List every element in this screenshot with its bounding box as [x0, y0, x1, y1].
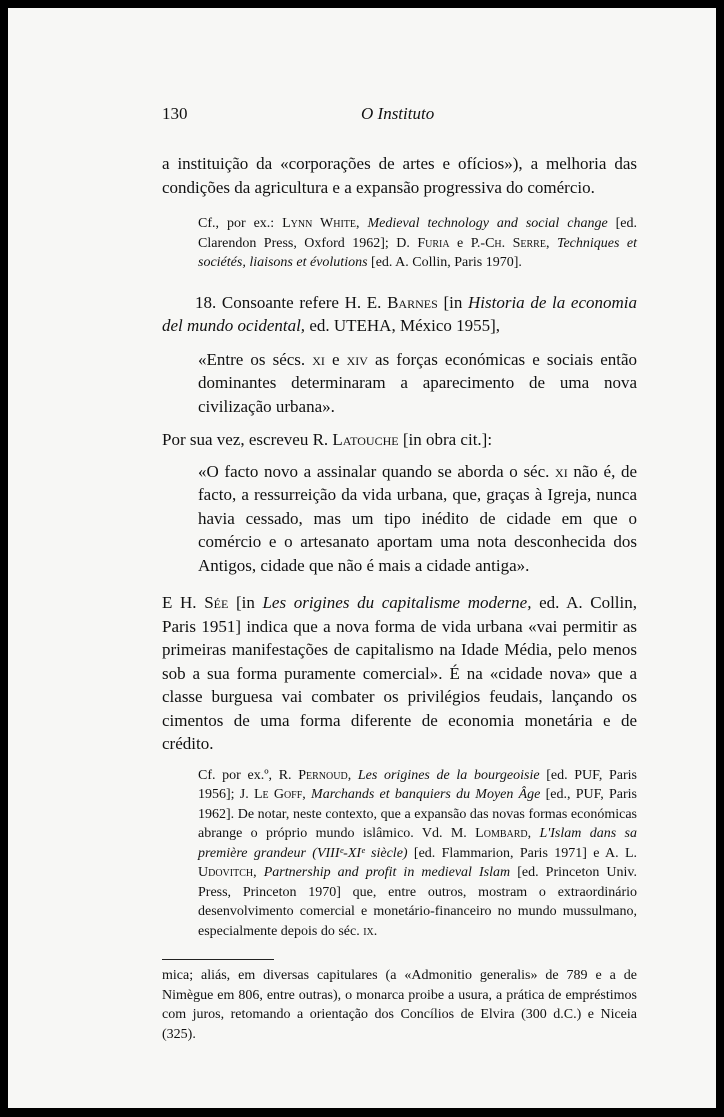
author-name: Lynn White — [282, 216, 357, 231]
paragraph-see: E H. Sée [in Les origines du capitalisme moderne, ed. A. Collin, Paris 1951] indica que a nova forma de vida urbana «vai permitir as primeiras manifestações de capitalismo na Idade Média, pelo menos sob a sua forma puramente comercial». É na «cidade nova» que a classe burguesa vai combater os privilégios feudais, lançando os cimentos de uma forma diferente de economia monetária e de crédito. — [162, 593, 637, 753]
author-name: Le Goff — [253, 787, 303, 802]
book-title: Partnership and profit in medieval Islam — [263, 865, 511, 880]
book-title: L'Islam dans sa première grandeur (VIIIᵉ-XIᵉ siècle) — [198, 826, 637, 861]
page-sheet — [8, 8, 716, 1108]
book-title: Les origines de la bourgeoisie — [357, 767, 540, 783]
book-title: Les origines du capitalisme moderne, — [262, 593, 532, 612]
author-name: Lombard — [475, 826, 528, 841]
author-name: Udovitch — [198, 865, 254, 880]
running-header — [162, 104, 637, 130]
citation-note-1: Cf., por ex.: Lynn White, Medieval technology and social change [ed. Clarendon Press, Oxford 1962]; D. Furia e P.-Ch. Serre, Techniques et sociétés, liaisons et évolutions [ed. A. Collin, Paris 1970]. — [198, 216, 637, 270]
running-title: O Instituto — [361, 104, 435, 123]
author-name: Barnes — [387, 292, 438, 312]
book-title: Techniques et sociétés, liaisons et évolutions — [198, 235, 637, 270]
author-name: Ch. Serre — [485, 235, 546, 251]
footnote-separator — [162, 959, 274, 960]
author-name: Sée — [204, 593, 229, 612]
paragraph-continuation: a instituição da «corporações de artes e ofícios»), a melhoria das condições da agricultura e a expansão progressiva do comércio. — [162, 154, 637, 197]
paragraph-18: 18. Consoante refere H. E. Barnes [in Historia de la economia del mundo ocidental, ed. UTEHA, México 1955], — [162, 292, 637, 335]
book-title: Historia de la economia del mundo ocidental, — [162, 292, 637, 335]
block-quote-1: «Entre os sécs. xi e xiv as forças económicas e sociais então dominantes determinaram a aparecimento de uma nova civilização urbana». — [198, 349, 638, 416]
block-quote-2: «O facto novo a assinalar quando se aborda o séc. xi não é, de facto, a ressurreição da vida urbana, que, graças à Igreja, nunca havia cessado, mas um tipo inédito de cidade em que o comércio e o artesanato aportam uma nota desconhecida dos Antigos, cidade que não é mais a cidade antiga». — [198, 461, 638, 575]
paragraph-latouche: Por sua vez, escreveu R. Latouche [in obra cit.]: — [162, 430, 493, 449]
author-name: Furia — [417, 235, 450, 251]
book-title: Marchands et banquiers du Moyen Âge — [311, 787, 541, 802]
page-number: 130 — [162, 104, 188, 123]
author-name: Latouche — [332, 430, 399, 449]
author-name: Pernoud — [298, 767, 348, 783]
book-title: Medieval technology and social change — [367, 216, 608, 231]
citation-note-2: Cf. por ex.º, R. Pernoud, Les origines de la bourgeoisie [ed. PUF, Paris 1956]; J. Le Goff, Marchands et banquiers du Moyen Âge [ed., PUF, Paris 1962]. De notar, neste contexto, que a expansão das novas formas económicas abrange o próprio mundo islâmico. Vd. M. Lombard, L'Islam dans sa première grandeur (VIIIᵉ-XIᵉ siècle) [ed. Flammarion, Paris 1971] e A. L. Udovitch, Partnership and profit in medieval Islam [ed. Princeton Univ. Press, Princeton 1970] que, entre outros, mostram o extraordinário desenvolvimento comercial e monetário-financeiro no mundo mussulmano, especialmente depois do séc. ix. — [198, 767, 638, 939]
page-content — [162, 104, 637, 1044]
footnote-continuation: mica; aliás, em diversas capitulares (a «Admonitio generalis» de 789 e a de Nimègue em 806, entre outras), o monarca proibe a usura, a prática de empréstimos com juros, retomando a orientação dos Concílios de Elvira (300 d.C.) e Niceia (325). — [162, 968, 637, 1042]
